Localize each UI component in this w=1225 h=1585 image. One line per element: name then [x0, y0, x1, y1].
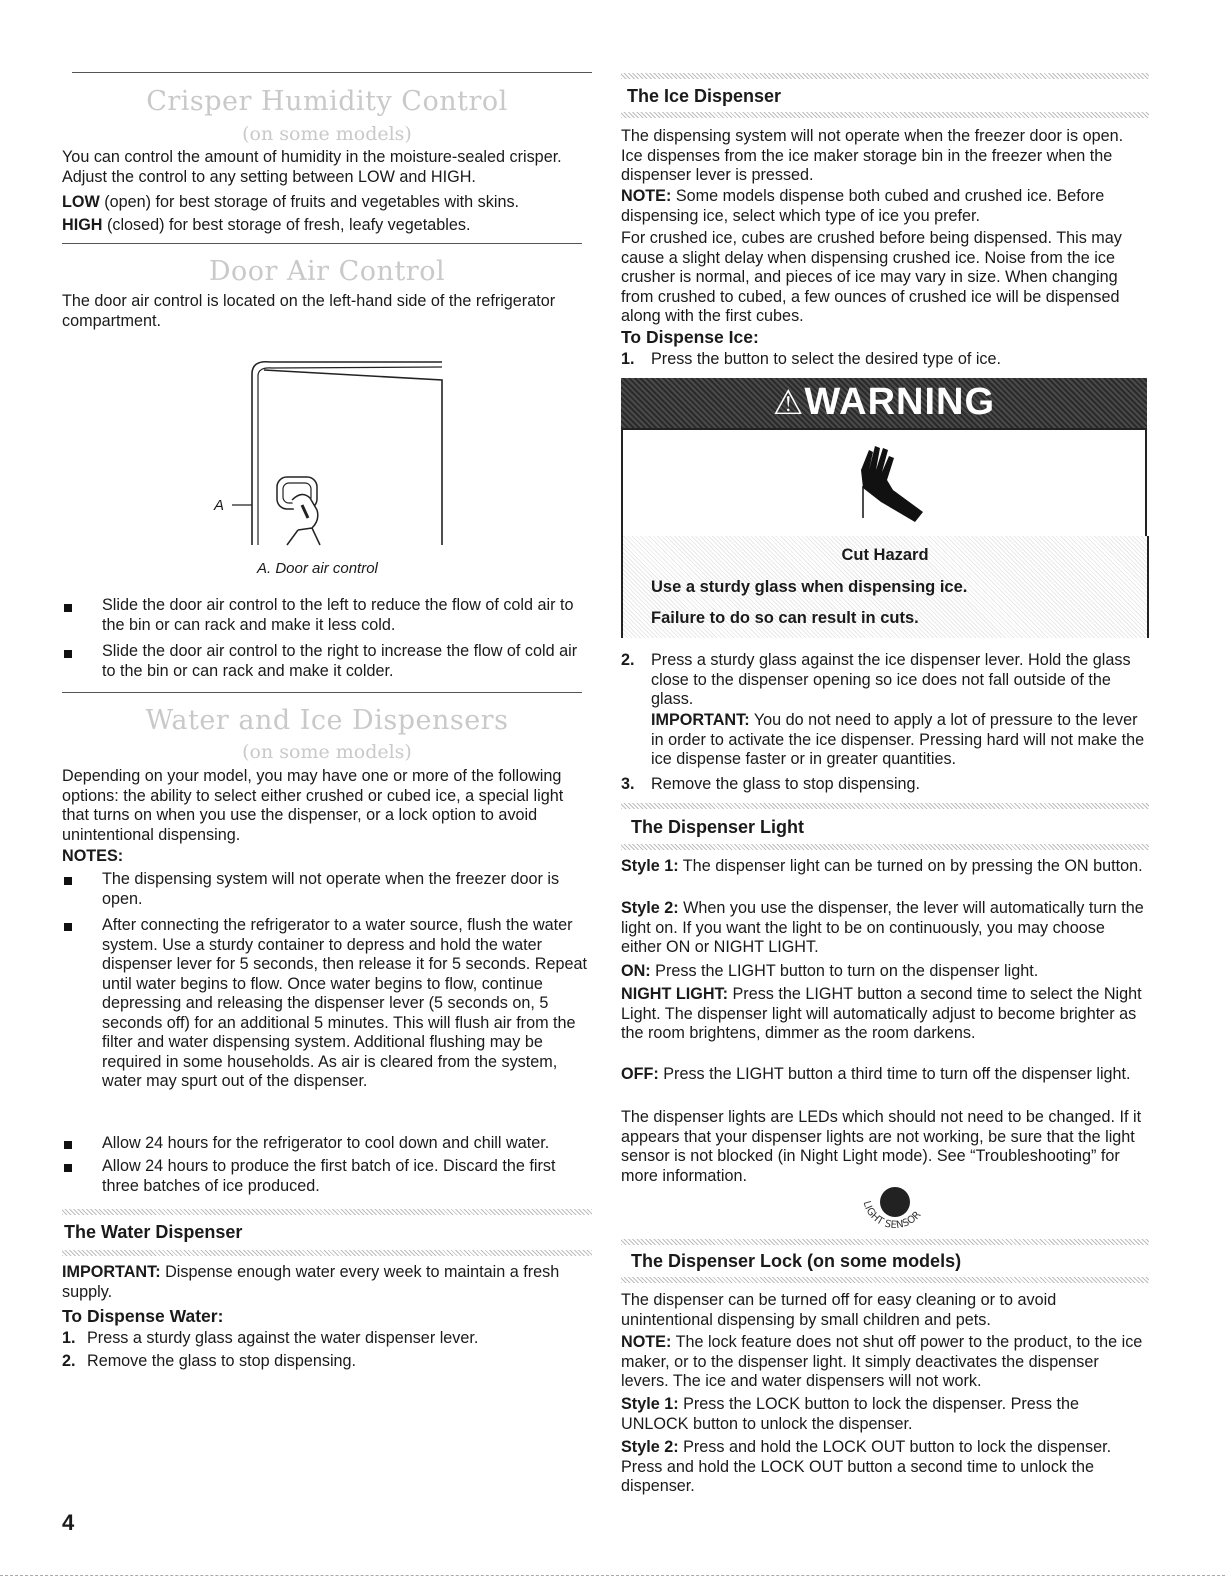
high-label: HIGH: [62, 216, 103, 234]
light-sensor-label: LIGHT SENSOR: [860, 1199, 924, 1232]
bullet-icon: [64, 877, 72, 885]
light-sensor-icon: [835, 1180, 955, 1240]
style-label: Style 1:: [621, 857, 679, 875]
ice-p1: The dispensing system will not operate when the freezer door is open. Ice dispenses from the ice maker storage bin in the freezer when the dispenser lever is pressed.: [621, 127, 1124, 184]
note-label: NOTE:: [621, 187, 672, 205]
crisper-high: [62, 216, 592, 236]
ice-note: [621, 187, 1149, 226]
low-text: (open) for best storage of fruits and vegetables with skins.: [99, 193, 520, 211]
section-bar: [62, 1209, 592, 1215]
warning-line-2: Failure to do so can result in cuts.: [651, 609, 919, 627]
bullet-icon: [64, 1141, 72, 1149]
section-bar: [62, 1250, 592, 1256]
door-air-bullet-1: Slide the door air control to the left to reduce the flow of cold air to the bin or can rack and make it less cold.: [102, 596, 574, 634]
ice-important: [651, 711, 1146, 770]
style-label: Style 2:: [621, 1438, 679, 1456]
section-bar: [621, 803, 1149, 809]
note-3: Allow 24 hours for the refrigerator to cool down and chill water.: [102, 1134, 550, 1152]
ice-step-3: Remove the glass to stop dispensing.: [651, 775, 921, 793]
door-air-bullet-2: Slide the door air control to the right to increase the flow of cold air to the bin or can rack and make it colder.: [102, 642, 578, 680]
light-leds: The dispenser lights are LEDs which should not need to be changed. If it appears that your dispenser lights are not working, be sure that the light sensor is not blocked (in Night Light mode). See “Troubleshooting” for more information.: [621, 1108, 1142, 1185]
crisper-title: Crisper Humidity Control: [146, 86, 508, 117]
warning-symbol-panel: [621, 428, 1147, 538]
night-text: Press the LIGHT button a second time to select the Night Light. The dispenser light will automatically adjust to become brighter as the room brightens, dimmer as the room darkens.: [621, 985, 1142, 1042]
light-style-1: [621, 857, 1149, 877]
to-dispense-water: To Dispense Water:: [62, 1306, 224, 1326]
door-air-control-figure: [192, 340, 522, 570]
dispenser-light-title: The Dispenser Light: [631, 817, 805, 837]
step-number: 3.: [621, 775, 635, 793]
water-step-2: Remove the glass to stop dispensing.: [87, 1352, 357, 1370]
style-label: Style 1:: [621, 1395, 679, 1413]
note-text: Some models dispense both cubed and crushed ice. Before dispensing ice, select which type of ice you prefer.: [621, 187, 1105, 225]
note-4: Allow 24 hours to produce the first batch of ice. Discard the first three batches of ice produced.: [102, 1157, 556, 1195]
style-text: When you use the dispenser, the lever will automatically turn the light on. If you want the light to be on continuously, you may choose either ON or NIGHT LIGHT.: [621, 899, 1144, 956]
style-label: Style 2:: [621, 899, 679, 917]
section-bar: [621, 112, 1149, 118]
note-label: NOTE:: [621, 1333, 672, 1351]
divider: [62, 692, 582, 693]
important-text: You do not need to apply a lot of pressure to the lever in order to activate the ice dispenser. Pressing hard will not make the ice dispense faster or in greater quantities.: [651, 711, 1145, 768]
water-important: [62, 1263, 582, 1302]
light-on: [621, 962, 1149, 982]
warning-text-panel: [621, 536, 1149, 638]
light-style-2: [621, 899, 1149, 958]
warning-line-1: Use a sturdy glass when dispensing ice.: [651, 578, 968, 596]
lock-p1: The dispenser can be turned off for easy cleaning or to avoid unintentional dispensing by small children and pets.: [621, 1291, 1057, 1329]
low-label: LOW: [62, 193, 100, 211]
on-label: ON:: [621, 962, 651, 980]
off-label: OFF:: [621, 1065, 659, 1083]
bullet-icon: [64, 923, 72, 931]
ice-p2: For crushed ice, cubes are crushed before being dispensed. This may cause a slight delay when dispensing crushed ice. Noise from the ice crusher is normal, and pieces of ice may vary in size. When changing from crushed to cubed, a few ounces of crushed ice will be dispensed along with the first cubes.: [621, 229, 1122, 325]
light-off: [621, 1065, 1149, 1085]
bullet-icon: [64, 650, 72, 658]
section-bar: [621, 1277, 1149, 1283]
water-ice-intro: Depending on your model, you may have one or more of the following options: the ability to select either crushed or cubed ice, a special light that turns on when you use the dispenser, or a lock option to avoid unintentional dispensing.: [62, 767, 564, 844]
notes-label: NOTES:: [62, 847, 124, 865]
warning-triangle-icon: ⚠: [772, 384, 805, 422]
crisper-intro: You can control the amount of humidity in the moisture-sealed crisper. Adjust the control to any setting between LOW and HIGH.: [62, 148, 562, 186]
important-text: Dispense enough water every week to maintain a fresh supply.: [62, 1263, 560, 1301]
style-text: The dispenser light can be turned on by pressing the ON button.: [678, 857, 1143, 875]
note-text: The lock feature does not shut off power to the product, to the ice maker, or to the dispenser light. It simply deactivates the dispenser levers. The ice and water dispensers will not work.: [621, 1333, 1143, 1390]
crisper-low: [62, 193, 592, 213]
water-step-1: Press a sturdy glass against the water dispenser lever.: [87, 1329, 479, 1347]
section-bar: [621, 73, 1149, 79]
lock-style-2: [621, 1438, 1149, 1497]
light-night: [621, 985, 1149, 1044]
warning-title: ⚠WARNING: [772, 381, 996, 423]
page-number: 4: [62, 1510, 75, 1535]
bullet-icon: [64, 604, 72, 612]
style-text: Press the LOCK button to lock the dispenser. Press the UNLOCK button to unlock the dispenser.: [621, 1395, 1079, 1433]
note-1: The dispensing system will not operate when the freezer door is open.: [102, 870, 560, 908]
divider: [62, 243, 582, 244]
high-text: (closed) for best storage of fresh, leafy vegetables.: [102, 216, 471, 234]
dispenser-lock-title: The Dispenser Lock (on some models): [631, 1251, 962, 1271]
lock-style-1: [621, 1395, 1149, 1434]
night-label: NIGHT LIGHT:: [621, 985, 729, 1003]
ice-step-2: Press a sturdy glass against the ice dispenser lever. Hold the glass close to the dispenser opening so ice does not fall outside of the glass.: [651, 651, 1131, 708]
step-number: 1.: [62, 1329, 76, 1347]
section-bar: [621, 1239, 1149, 1245]
style-text: Press and hold the LOCK OUT button to lock the dispenser. Press and hold the LOCK OUT button a second time to unlock the dispenser.: [621, 1438, 1112, 1495]
section-bar: [621, 844, 1149, 850]
figure-label-a: A: [214, 497, 225, 514]
hazard-name: Cut Hazard: [841, 546, 929, 564]
important-label: IMPORTANT:: [62, 1263, 161, 1281]
page-bottom-edge: [0, 1575, 1225, 1576]
cut-hazard-icon: [833, 440, 943, 530]
warning-banner: [621, 378, 1147, 428]
bullet-icon: [64, 1164, 72, 1172]
note-2: After connecting the refrigerator to a water source, flush the water system. Use a sturdy container to depress and hold the water dispenser lever for 5 seconds, then release it for 5 seconds. Repeat until water begins to flow. Once water begins to flow, continue depressing and releasing the dispenser lever (5 seconds on, 5 seconds off) for an additional 5 minutes. This will flush air from the filter and water dispensing system. Additional flushing may be required in some households. As air is cleared from the system, water may spurt out of the dispenser.: [102, 916, 588, 1090]
ice-dispenser-title: The Ice Dispenser: [627, 86, 782, 106]
divider: [72, 72, 592, 73]
water-ice-subtitle: (on some models): [242, 741, 412, 763]
figure-caption: A. Door air control: [257, 560, 378, 577]
step-number: 2.: [621, 651, 635, 669]
on-text: Press the LIGHT button to turn on the dispenser light.: [650, 962, 1039, 980]
to-dispense-ice: To Dispense Ice:: [621, 327, 759, 347]
ice-step-1: Press the button to select the desired type of ice.: [651, 350, 1002, 368]
door-air-title: Door Air Control: [208, 256, 446, 287]
water-dispenser-title: The Water Dispenser: [64, 1222, 243, 1242]
crisper-subtitle: (on some models): [242, 123, 412, 145]
door-air-intro: The door air control is located on the left-hand side of the refrigerator compartment.: [62, 292, 556, 330]
step-number: 2.: [62, 1352, 76, 1370]
water-ice-title: Water and Ice Dispensers: [145, 705, 509, 736]
step-number: 1.: [621, 350, 635, 368]
lock-note: [621, 1333, 1149, 1392]
off-text: Press the LIGHT button a third time to turn off the dispenser light.: [658, 1065, 1131, 1083]
important-label: IMPORTANT:: [651, 711, 750, 729]
